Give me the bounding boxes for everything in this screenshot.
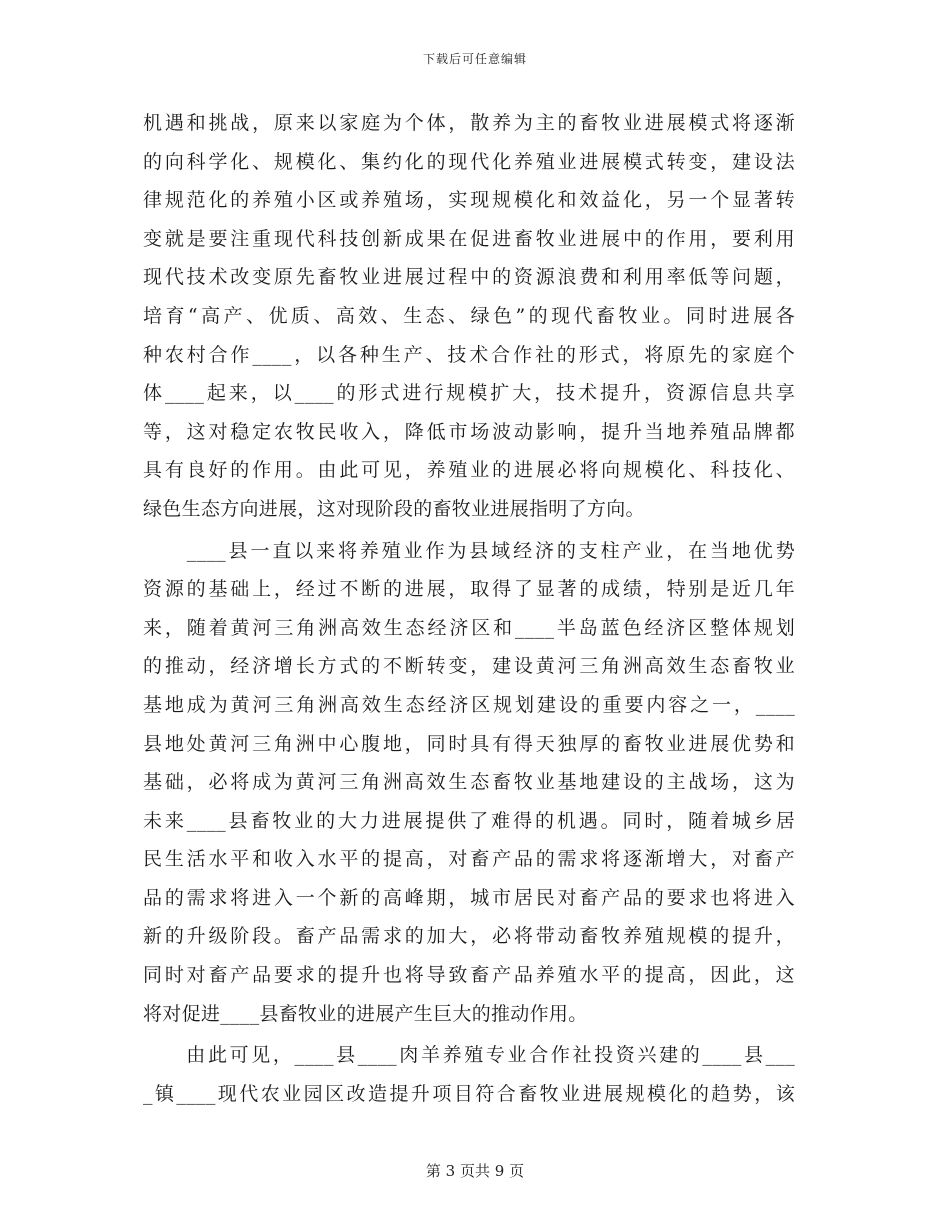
- text-line: 的向科学化、规模化、集约化的现代化养殖业进展模式转变，建设法: [143, 150, 795, 173]
- text-line: 资源的基础上，经过不断的进展，取得了显著的成绩，特别是近几年: [143, 578, 795, 601]
- text-line: 基地成为黄河三角洲高效生态经济区规划建设的重要内容之一，____: [143, 693, 795, 716]
- paragraph: [143, 1036, 795, 1113]
- text-line: 基础，必将成为黄河三角洲高效生态畜牧业基地建设的主战场，这为: [143, 771, 795, 794]
- text-line: 律规范化的养殖小区或养殖场，实现规模化和效益化，另一个显著转: [143, 189, 795, 212]
- document-body: [143, 104, 795, 1113]
- text-line: _镇____现代农业园区改造提升项目符合畜牧业进展规模化的趋势，该: [143, 1082, 795, 1105]
- page-footer: 第 3 页共 9 页: [425, 1162, 525, 1180]
- page-header: 下载后可任意编辑: [422, 52, 527, 66]
- text-line: 种农村合作____，以各种生产、技术合作社的形式，将原先的家庭个: [143, 343, 795, 366]
- text-line: 新的升级阶段。畜产品需求的加大，必将带动畜牧养殖规模的提升，: [143, 925, 795, 948]
- text-line: 等，这对稳定农牧民收入，降低市场波动影响，提升当地养殖品牌都: [143, 420, 795, 443]
- text-line: 由此可见，____县____肉羊养殖专业合作社投资兴建的____县___: [143, 1044, 795, 1067]
- paragraph: [143, 104, 795, 529]
- text-line: 将对促进____县畜牧业的进展产生巨大的推动作用。: [143, 1002, 588, 1025]
- text-line: 未来____县畜牧业的大力进展提供了难得的机遇。同时，随着城乡居: [143, 809, 795, 832]
- text-line: 绿色生态方向进展，这对现阶段的畜牧业进展指明了方向。: [143, 497, 645, 520]
- text-line: 具有良好的作用。由此可见，养殖业的进展必将向规模化、科技化、: [143, 459, 795, 482]
- text-line: 体____起来，以____的形式进行规模扩大，技术提升，资源信息共享: [143, 382, 795, 405]
- text-line: 同时对畜产品要求的提升也将导致畜产品养殖水平的提高，因此，这: [143, 964, 795, 987]
- text-line: ____县一直以来将养殖业作为县域经济的支柱产业，在当地优势: [143, 539, 795, 562]
- text-line: 的推动，经济增长方式的不断转变，建设黄河三角洲高效生态畜牧业: [143, 655, 795, 678]
- text-line: 民生活水平和收入水平的提高，对畜产品的需求将逐渐增大，对畜产: [143, 848, 795, 871]
- text-line: 来，随着黄河三角洲高效生态经济区和____半岛蓝色经济区整体规划: [143, 616, 795, 639]
- text-line: 机遇和挑战，原来以家庭为个体，散养为主的畜牧业进展模式将逐渐: [143, 112, 795, 134]
- text-line: 培育“高产、优质、高效、生态、绿色”的现代畜牧业。同时进展各: [143, 304, 795, 327]
- text-line: 现代技术改变原先畜牧业进展过程中的资源浪费和利用率低等问题，: [143, 266, 795, 289]
- text-line: 县地处黄河三角洲中心腹地，同时具有得天独厚的畜牧业进展优势和: [143, 732, 795, 755]
- text-line: 变就是要注重现代科技创新成果在促进畜牧业进展中的作用，要利用: [143, 227, 795, 250]
- paragraph: [143, 532, 795, 1034]
- text-line: 品的需求将进入一个新的高峰期，城市居民对畜产品的要求也将进入: [143, 886, 795, 909]
